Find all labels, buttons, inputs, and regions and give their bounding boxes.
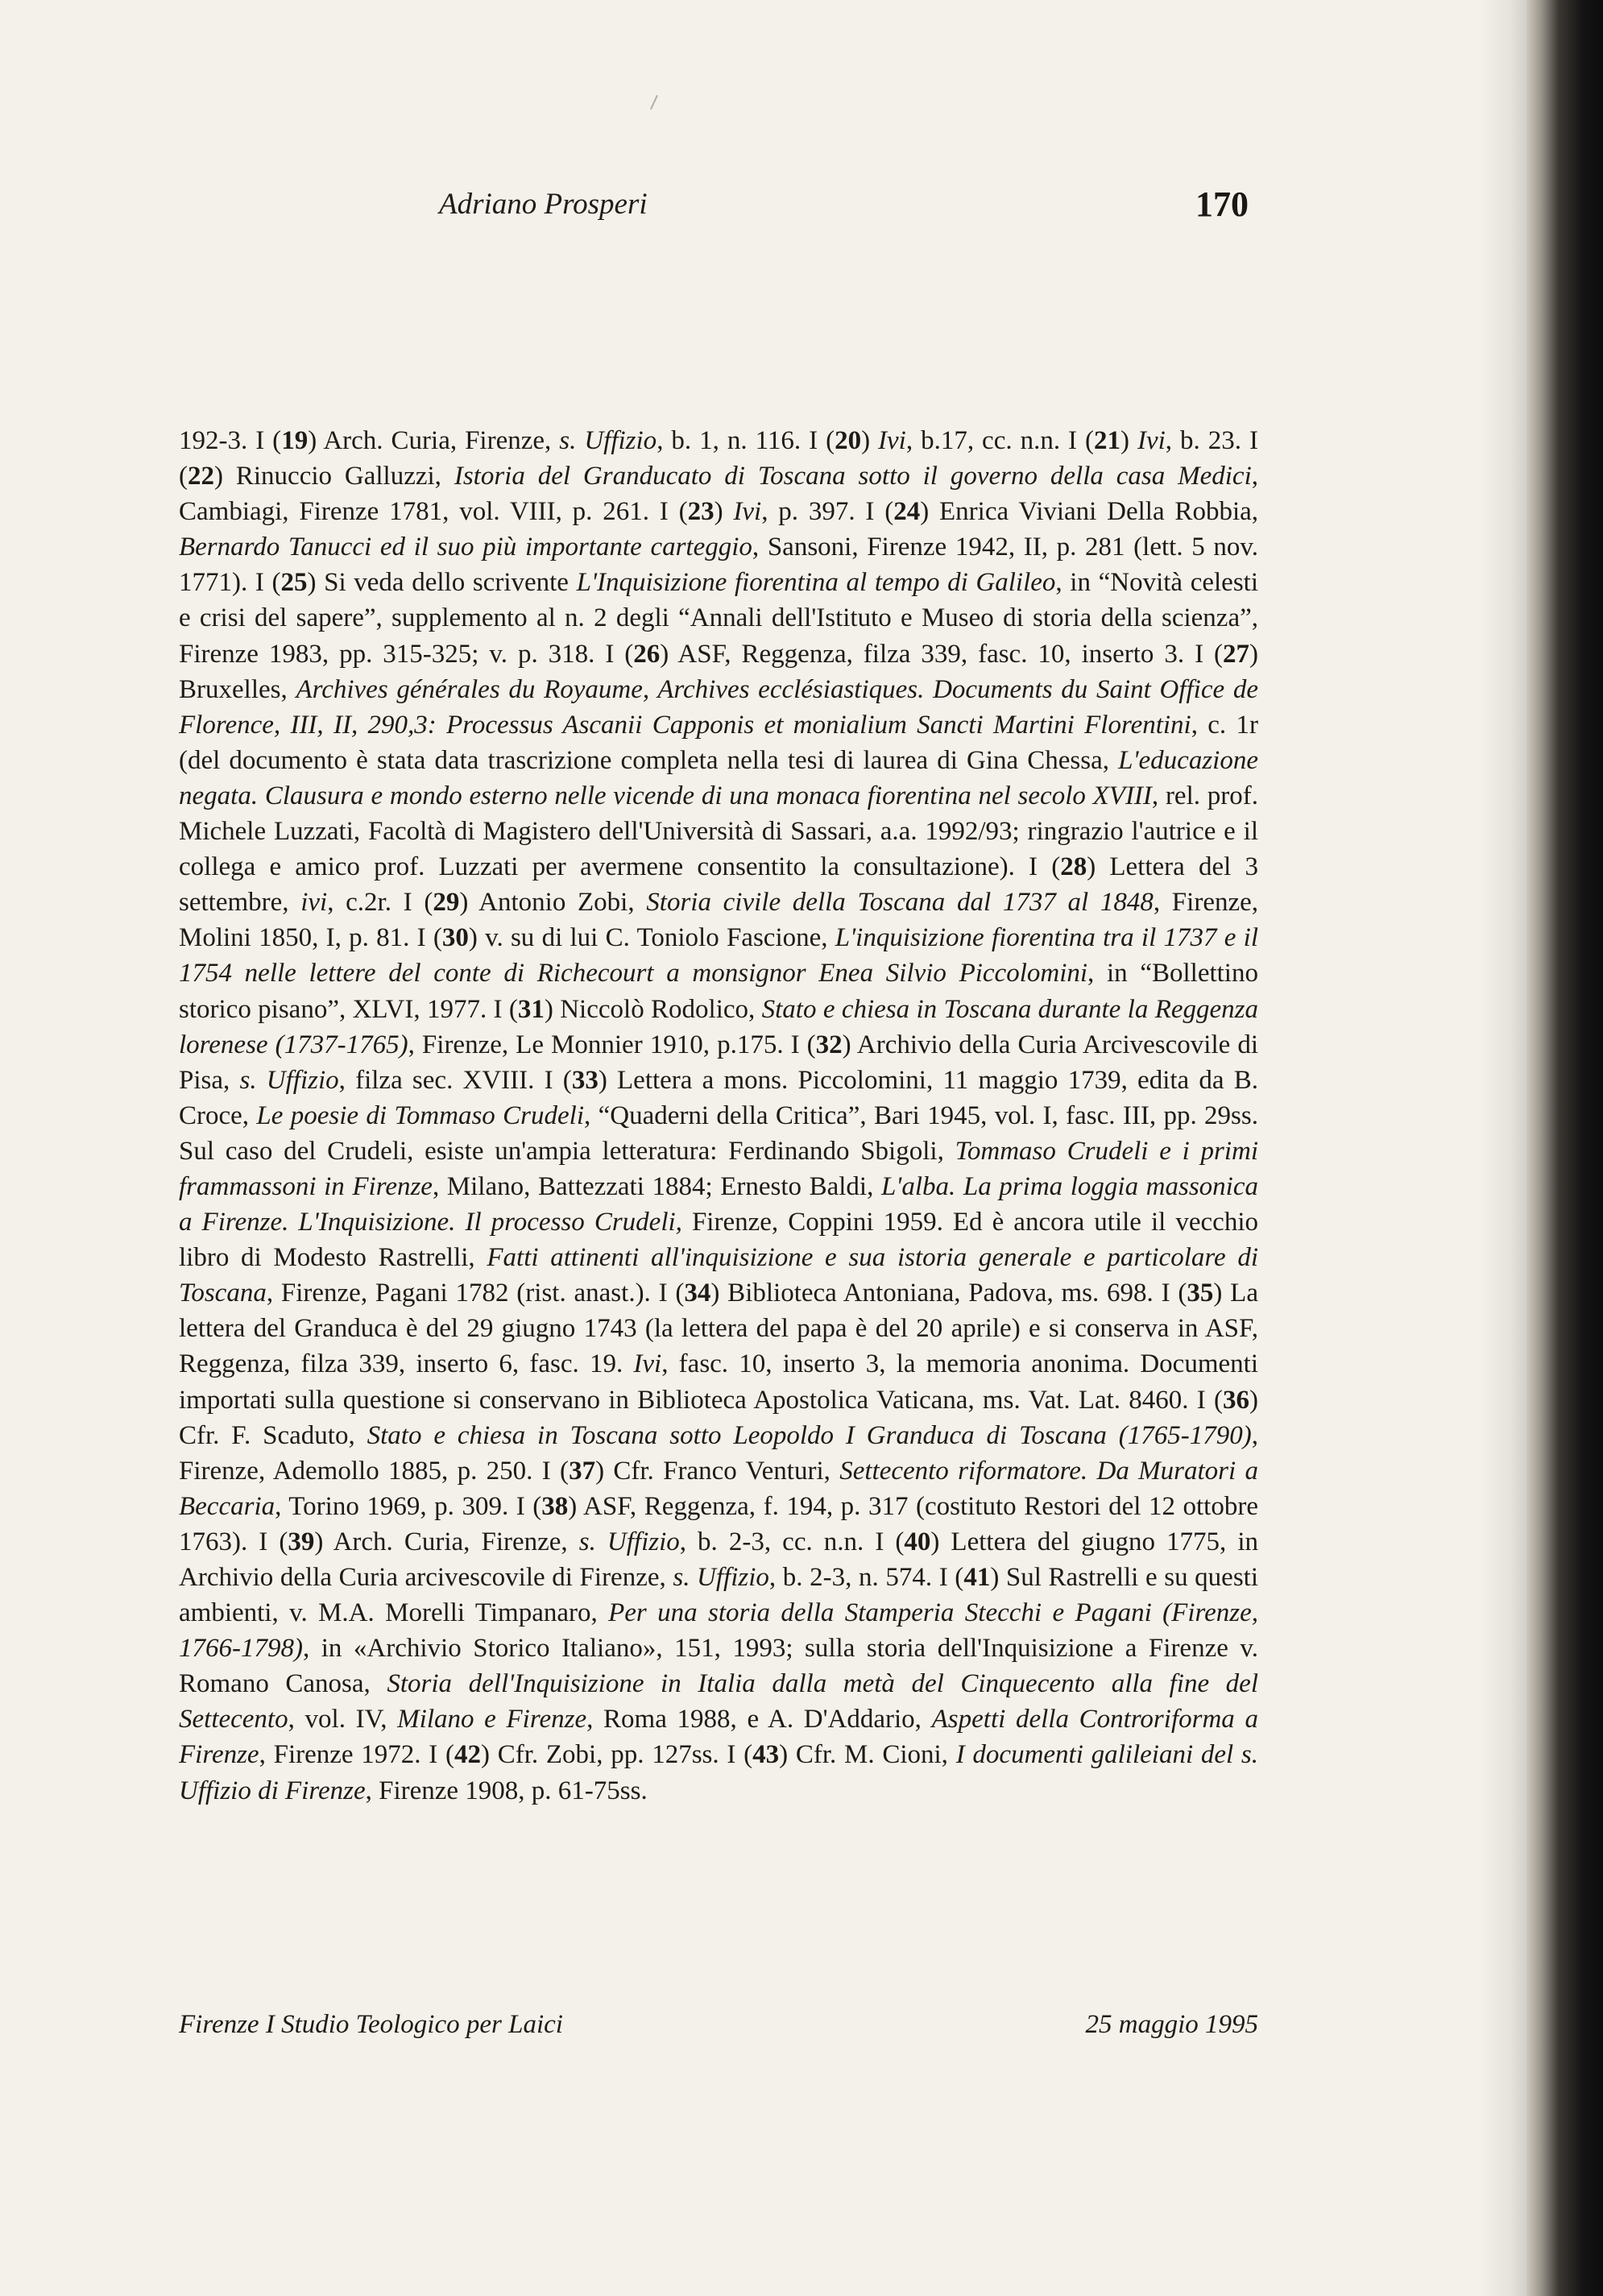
note-text: ) Arch. Curia, Firenze, [308, 426, 560, 455]
note-text: ) v. su di lui C. Toniolo Fascione, [468, 923, 835, 953]
note-text: , p. 397. I ( [761, 497, 894, 527]
note-title-italic: s. Uffizio [578, 1527, 680, 1556]
note-title-italic: L'alba. La prima loggia massonica a Firenze. L'Inquisizione. Il processo Crudeli, [179, 1171, 1258, 1237]
note-number: 36 [1223, 1385, 1249, 1415]
note-text: ) [861, 426, 879, 455]
note-number: 33 [571, 1065, 599, 1095]
note-title-italic: s. Uffizio [239, 1065, 339, 1095]
note-text: , in «Archivio Storico Italiano», 151, 1993; sulla storia dell'Inquisizione a Firenze v. Romano Canosa, [179, 1634, 1258, 1699]
note-text: , in “Novità celesti e crisi del sapere”, supplemento al n. 2 degli “Annali dell'Istituto e Museo di storia della scienza”, Firenze 1983, pp. 315-325; v. p. 318. I ( [179, 568, 1259, 669]
note-number: 22 [188, 462, 214, 491]
note-title-italic: Per una storia della Stamperia Stecchi e Pagani (Firenze, 1766-1798) [179, 1598, 1258, 1664]
gutter-shadow [1478, 0, 1526, 2296]
note-text: , b. 1, n. 116. I ( [657, 426, 835, 455]
note-title-italic: Settecento riformatore. Da Muratori a Beccaria [179, 1456, 1258, 1521]
endnotes-text [179, 423, 1258, 1809]
note-text: ) Niccolò Rodolico, [544, 994, 762, 1024]
note-text: , “Quaderni della Critica”, Bari 1945, vol. I, fasc. III, pp. 29ss. Sul caso del Crudeli, esiste un'ampia letteratura: Ferdinando Sbigoli, [179, 1100, 1258, 1166]
note-text: ) Antonio Zobi, [459, 888, 647, 918]
note-text: ) ASF, Reggenza, filza 339, fasc. 10, inserto 3. I ( [660, 639, 1223, 669]
note-number: 39 [288, 1527, 315, 1556]
note-text: ) Lettera a mons. Piccolomini, 11 maggio 1739, edita da B. Croce, [179, 1065, 1259, 1130]
note-text: ) Lettera del 3 settembre, [179, 852, 1258, 918]
footer-place: Firenze I Studio Teologico per Laici [179, 2010, 563, 2039]
note-text: , Firenze, Le Monnier 1910, p.175. I ( [408, 1030, 816, 1059]
note-number: 37 [569, 1456, 596, 1486]
note-text: ) Bruxelles, [179, 639, 1258, 704]
note-title-italic: Ivi [1137, 426, 1166, 455]
note-text: , filza sec. XVIII. I ( [338, 1065, 572, 1095]
note-text: ) Sul Rastrelli e su questi ambienti, v. M.A. Morelli Timpanaro, [179, 1563, 1259, 1628]
note-text: , Torino 1969, p. 309. I ( [275, 1491, 542, 1521]
note-title-italic: Storia dell'Inquisizione in Italia dalla metà del Cinquecento alla fine del Settecento [179, 1669, 1258, 1734]
note-text: ) Cfr. M. Cioni, [779, 1740, 956, 1770]
note-text: , Milano, Battezzati 1884; Ernesto Baldi, [432, 1171, 881, 1201]
note-title-italic: Archives générales du Royaume, Archives ecclésiastiques. Documents du Saint Office de Florence, III, II, 290,3: Processus Ascanii Capponis et monialium Sancti Martini Florentini [179, 674, 1258, 740]
note-title-italic: L'Inquisizione fiorentina al tempo di Galileo [576, 568, 1056, 598]
note-title-italic: Tommaso Crudeli e i primi frammassoni in Firenze [179, 1136, 1259, 1201]
note-text: , b.17, cc. n.n. I ( [905, 426, 1095, 455]
note-title-italic: Bernardo Tanucci ed il suo più importante carteggio [179, 533, 752, 562]
note-text: 192-3. I ( [179, 426, 282, 455]
note-number: 26 [633, 639, 661, 669]
note-text: ) ASF, Reggenza, f. 194, p. 317 (costituto Restori del 12 ottobre 1763). I ( [179, 1491, 1258, 1556]
note-text: ) Cfr. F. Scaduto, [179, 1385, 1258, 1450]
note-title-italic: Stato e chiesa in Toscana sotto Leopoldo I Granduca di Toscana (1765-1790) [367, 1420, 1252, 1450]
note-title-italic: Stato e chiesa in Toscana durante la Reggenza lorenese (1737-1765) [179, 994, 1258, 1059]
note-text: , Firenze 1972. I ( [259, 1740, 454, 1770]
note-title-italic: Aspetti della Controriforma a Firenze [179, 1705, 1258, 1770]
note-text: , c. 1r (del documento è stata data trascrizione completa nella tesi di laurea di Gina Chessa, [179, 710, 1258, 775]
note-title-italic: Fatti attinenti all'inquisizione e sua istoria generale e particolare di Toscana [179, 1243, 1258, 1308]
note-number: 24 [893, 497, 921, 527]
note-text: ) La lettera del Granduca è del 29 giugno 1743 (la lettera del papa è del 20 aprile) e si conserva in ASF, Reggenza, filza 339, inserto 6, fasc. 19. [179, 1279, 1258, 1379]
note-title-italic: Ivi [733, 497, 762, 527]
note-text: , in “Bollettino storico pisano”, XLVI, 1977. I ( [179, 959, 1258, 1024]
note-text: ) Si veda dello scrivente [307, 568, 577, 598]
note-title-italic: L'educazione negata. Clausura e mondo esterno nelle vicende di una monaca fiorentina nel secolo XVIII [179, 745, 1258, 810]
note-text: , rel. prof. Michele Luzzati, Facoltà di Magistero dell'Università di Sassari, a.a. 1992/93; ringrazio l'autrice e il collega e amico prof. Luzzati per avermene consentito la consultazione). I ( [179, 781, 1258, 882]
note-text: ) Cfr. Franco Venturi, [595, 1456, 840, 1486]
note-text: , Cambiagi, Firenze 1781, vol. VIII, p. 261. I ( [179, 462, 1258, 527]
note-number: 38 [541, 1491, 569, 1521]
note-text: , Roma 1988, e A. D'Addario, [586, 1705, 932, 1734]
note-text: ) Cfr. Zobi, pp. 127ss. I ( [481, 1740, 753, 1770]
note-number: 19 [281, 426, 309, 455]
note-text: ) Arch. Curia, Firenze, [314, 1527, 579, 1556]
note-title-italic: Ivi [878, 426, 906, 455]
note-text: , fasc. 10, inserto 3, la memoria anonima. Documenti importati sulla questione si conservano in Biblioteca Apostolica Vaticana, ms. Vat. Lat. 8460. I ( [179, 1349, 1258, 1415]
note-title-italic: Ivi [633, 1349, 662, 1379]
note-title-italic: L'inquisizione fiorentina tra il 1737 e il 1754 nelle lettere del conte di Richecourt a monsignor Enea Silvio Piccolomini [179, 923, 1258, 988]
note-number: 40 [904, 1527, 931, 1556]
note-number: 31 [517, 994, 545, 1024]
note-title-italic: ivi [300, 888, 328, 918]
note-text: ) [714, 497, 734, 527]
note-text: ) Archivio della Curia Arcivescovile di Pisa, [179, 1030, 1258, 1095]
note-number: 25 [280, 568, 308, 598]
note-number: 21 [1094, 426, 1121, 455]
note-title-italic: Storia civile della Toscana dal 1737 al 1848 [646, 888, 1154, 918]
note-number: 41 [963, 1563, 991, 1592]
note-number: 35 [1187, 1279, 1214, 1308]
note-text: , Firenze 1908, p. 61-75ss. [365, 1776, 648, 1805]
note-number: 23 [687, 497, 715, 527]
note-number: 29 [433, 888, 460, 918]
note-title-italic: I documenti galileiani del s. Uffizio di Firenze [179, 1740, 1259, 1805]
page-number: 170 [1195, 184, 1249, 224]
note-number: 43 [752, 1740, 780, 1770]
note-text: , Firenze, Molini 1850, I, p. 81. I ( [179, 888, 1259, 953]
note-text: ) Biblioteca Antoniana, Padova, ms. 698. I ( [710, 1279, 1187, 1308]
note-number: 32 [815, 1030, 843, 1059]
note-text: , Firenze, Ademollo 1885, p. 250. I ( [179, 1420, 1258, 1486]
note-number: 34 [684, 1279, 711, 1308]
book-binding-edge [1526, 0, 1603, 2296]
note-title-italic: Istoria del Granducato di Toscana sotto il governo della casa Medici [454, 462, 1252, 491]
note-text: ) Lettera del giugno 1775, in Archivio della Curia arcivescovile di Firenze, [179, 1527, 1258, 1592]
ink-mark: ⸝ [637, 75, 666, 116]
note-text: , Sansoni, Firenze 1942, II, p. 281 (lett. 5 nov. 1771). I ( [179, 533, 1258, 598]
note-title-italic: Le poesie di Tommaso Crudeli [256, 1100, 584, 1130]
note-text: ) Enrica Viviani Della Robbia, [920, 497, 1259, 527]
note-title-italic: s. Uffizio [673, 1563, 769, 1592]
note-number: 28 [1060, 852, 1087, 882]
note-title-italic: Milano e Firenze [397, 1705, 587, 1734]
note-title-italic: s. Uffizio [559, 426, 657, 455]
note-text: ) [1120, 426, 1137, 455]
note-text: , b. 2-3, cc. n.n. I ( [679, 1527, 905, 1556]
footer-date: 25 maggio 1995 [1085, 2010, 1258, 2039]
note-number: 30 [441, 923, 469, 953]
note-text: Firenze, Coppini 1959. Ed è ancora utile il vecchio libro di Modesto Rastrelli, [179, 1208, 1258, 1273]
note-text: , Firenze, Pagani 1782 (rist. anast.). I ( [266, 1279, 685, 1308]
note-text: , b. 2-3, n. 574. I ( [768, 1563, 964, 1592]
running-header-author: Adriano Prosperi [439, 188, 648, 221]
note-number: 20 [835, 426, 862, 455]
note-number: 42 [454, 1740, 481, 1770]
note-number: 27 [1223, 639, 1249, 669]
note-text: , b. 23. I ( [179, 426, 1258, 491]
note-text: , vol. IV, [288, 1705, 398, 1734]
note-text: ) Rinuccio Galluzzi, [214, 462, 454, 491]
note-text: , c.2r. I ( [327, 888, 433, 918]
